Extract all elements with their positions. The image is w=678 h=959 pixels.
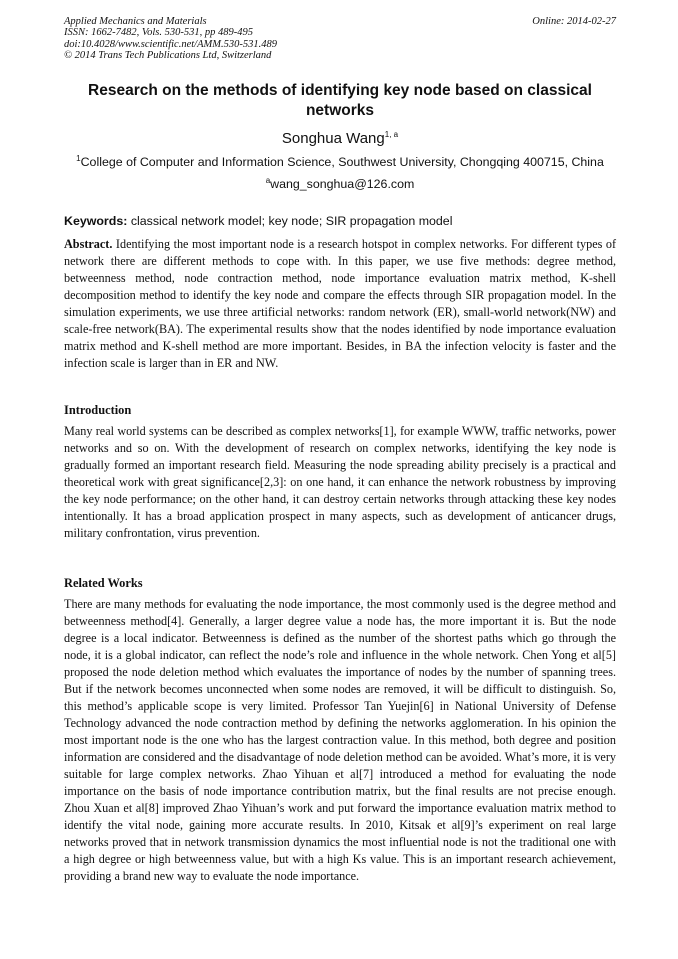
introduction-section — [64, 402, 616, 542]
author-line — [64, 130, 616, 148]
abstract-label: Abstract. — [64, 237, 113, 251]
online-date: Online: 2014-02-27 — [532, 16, 616, 27]
email-address: wang_songhua@126.com — [270, 177, 415, 191]
abstract-text: Identifying the most important node is a research hotspot in complex networks. For different types of network there are different methods to cope with. In this paper, we use five methods: degree method, betweenness method, node contraction method, node importance evaluation matrix method, K-shell decomposition method to identify the key node and compare the effects through SIR propagation model. In the simulation experiments, we use three artificial networks: random network (ER), small-world network(NW) and scale-free network(BA). The experimental results show that the nodes identified by node importance evaluation matrix method and K-shell method are more important. Besides, in BA the infection velocity is faster and the infection scale is larger than in ER and NW. — [64, 237, 617, 370]
affiliation-sup: 1 — [76, 153, 81, 163]
author-name: Songhua Wang — [281, 130, 385, 147]
copyright-line: © 2014 Trans Tech Publications Ltd, Switzerland — [64, 49, 272, 61]
email-line — [64, 176, 616, 192]
email-sup: a — [265, 175, 271, 185]
paper-title: Research on the methods of identifying key node based on classical networks — [88, 82, 592, 119]
related-works-section — [64, 575, 616, 885]
issn-line: ISSN: 1662-7482, Vols. 530-531, pp 489-495 — [64, 27, 253, 39]
keywords — [64, 213, 616, 229]
abstract — [64, 236, 616, 372]
journal-header — [64, 16, 616, 61]
affiliation — [64, 154, 616, 170]
related-works-text: There are many methods for evaluating the node importance, the most commonly used is the degree method and betweenness method[4]. Generally, a larger degree value a node has, the more important it is. But the node degree is a local indicator. Betweenness is defined as the number of the shortest paths which go through the node, it is a global indicator, can reflect the node’s role and influence in the whole network. Chen Yong et al[5] proposed the node deletion method which evaluates the importance of nodes by the number of spanning trees. But if the network becomes unconnected when some nodes are removed, it will be difficult to distinguish. So, this method’s applicable scope is very limited. Professor Tan Yuejin[6] in National University of Defense Technology advanced the node contraction method by defining the networks agglomeration. In his opinion the most important node is the one who has the largest contraction value. In this method, both degree and position information are considered and the disadvantage of node deletion method can be avoided. What’s more, it is very suitable for large complex networks. Zhao Yihuan et al[7] introduced a method for evaluating the node importance on the basis of node importance contribution matrix, but the final results are not precise enough. Zhou Xuan et al[8] improved Zhao Yihuan’s work and put forward the importance evaluation matrix method to identify the vital node, gaining more accurate results. In 2010, Kitsak et al[9]’s experiment on real large networks proved that in network transmission dynamics the most influential node is not the traditional one with a high degree or high betweenness value, but with a high Ks value. This is an important research achievement, providing a brand new way to evaluate the node importance. — [64, 597, 616, 883]
author-sup: 1, a — [384, 130, 399, 139]
introduction-heading: Introduction — [64, 403, 132, 417]
related-works-heading: Related Works — [64, 576, 143, 590]
keywords-text: classical network model; key node; SIR propagation model — [130, 214, 453, 228]
affiliation-text: College of Computer and Information Science, Southwest University, Chongqing 400715, China — [80, 155, 604, 169]
keywords-label: Keywords: — [64, 214, 128, 228]
doi-line: doi:10.4028/www.scientific.net/AMM.530-531.489 — [64, 38, 277, 50]
introduction-text: Many real world systems can be described as complex networks[1], for example WWW, traffic networks, power networks and so on. With the development of research on complex networks, identifying the key node is gradually formed an important research field. Measuring the node spreading ability precisely is a practical and theoretical work with great significance[2,3]: on one hand, it can enhance the network robustness by improving the key node performance; on the other hand, it can destroy certain networks through attacking these key nodes intentionally. It has a broad application prospect in many aspects, such as development of anticancer drugs, military confrontation, virus prevention. — [64, 424, 616, 540]
journal-name: Applied Mechanics and Materials — [64, 16, 207, 27]
